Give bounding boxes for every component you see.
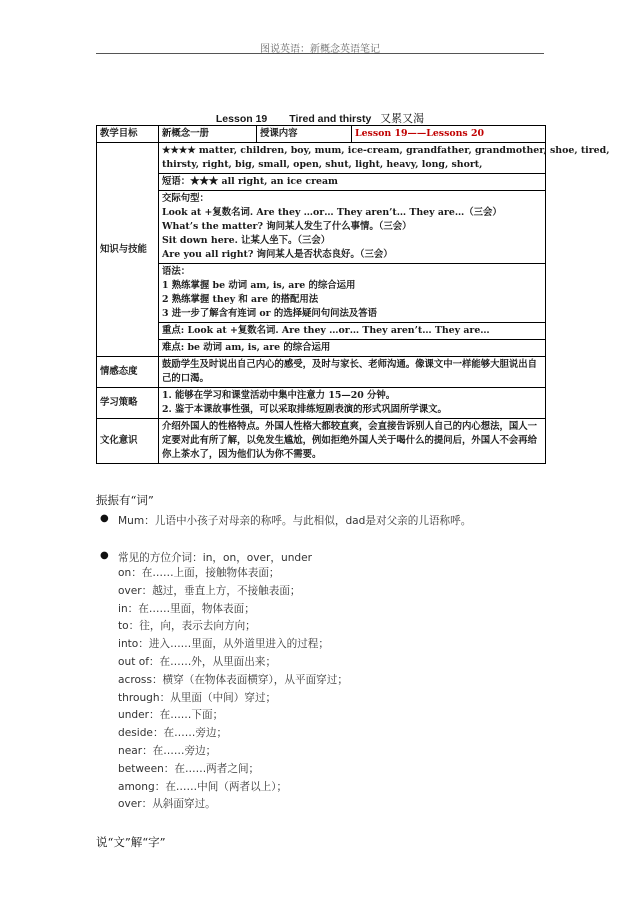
lesson-range: Lesson 19——Lessons 20 [352,126,546,143]
lesson-title [0,110,640,126]
strategy-label: 学习策略 [97,388,159,419]
table-row [97,143,546,174]
table-row [97,357,546,388]
section-title-text: 说“文”解“字” [96,835,166,850]
table-row [97,419,546,464]
notes-section [96,492,556,850]
strategy-cell [159,388,546,419]
attitude-cell: 鼓励学生及时说出自己内心的感受，及时与家长、老师沟通。像课文中一样能够大胆说出自己的口渴。 [159,357,546,388]
bullet-icon: ● [100,550,109,561]
page-header: 图说英语：新概念英语笔记 [260,44,380,55]
grammar-line: 3 进一步了解含有连词 or 的选择疑问句问法及答语 [162,308,378,319]
key-point-cell: 重点: Look at +复数名词. Are they …or… They aren’t… They are… [159,323,546,340]
book-cell: 新概念一册 [159,126,257,143]
prep-item: under：在……下面； [118,709,224,722]
table-row [97,191,546,264]
culture-label: 文化意识 [97,419,159,464]
lesson-title-cn: 又累又渴 [380,112,425,125]
difficult-point-cell: 难点: be 动词 am, is, are 的综合运用 [159,340,546,357]
prep-item: in：在……里面，物体表面； [118,602,255,615]
culture-cell: 介绍外国人的性格特点。外国人性格大都较直爽，会直接告诉别人自己的内心想法，国人一定要对此有所了解，以免发生尴尬，例如拒绝外国人关于喝什么的提问后，外国人不会再给你上茶水了，因为他们认为你不需要。 [159,419,546,464]
list-item [96,550,556,565]
strategy-line: 1. 能够在学习和课堂活动中集中注意力 15—20 分钟。 [162,390,396,401]
attitude-label: 情感态度 [97,357,159,388]
grammar-title: 语法： [162,266,191,277]
strategy-line: 2. 鉴于本课故事性强，可以采取排练短剧表演的形式巩固所学课文。 [162,404,447,415]
prep-item: deside：在……旁边； [118,727,228,740]
phrases-cell: 短语：★★★ all right, an ice cream [159,174,546,191]
table-row [97,264,546,323]
table-row [97,340,546,357]
prep-item: into：进入……里面，从外道里进入的过程； [118,638,329,651]
prep-item: across：横穿（在物体表面横穿），从平面穿过； [118,673,348,686]
vocabulary-line: thirsty, right, big, small, open, shut, light, heavy, long, short, [162,159,483,170]
sentence-line: What’s the matter? 询问某人发生了什么事情。（三会） [162,221,412,232]
prep-item: between：在……两者之间； [118,762,260,775]
mum-note: Mum：儿语中小孩子对母亲的称呼。与此相似，dad是对父亲的儿语称呼。 [118,515,472,527]
grammar-line: 1 熟练掌握 be 动词 am, is, are 的综合运用 [162,280,356,291]
sentence-line: Are you all right? 询问某人是否状态良好。（三会） [162,249,393,260]
goal-label: 教学目标 [97,126,159,143]
prep-item: on：在……上面，接触物体表面； [118,567,280,579]
prep-item: near：在……旁边； [118,744,217,757]
table-row [97,323,546,340]
grammar-line: 2 熟练掌握 they 和 are 的搭配用法 [162,294,319,305]
vocabulary-line: ★★★★ matter, children, boy, mum, ice-cream, grandfather, grandmother, shoe, tired, [162,145,610,156]
lesson-number: Lesson 19 [215,113,268,125]
prep-item: over：从斜面穿过。 [118,798,216,811]
prep-item: over：越过，垂直上方，不接触表面； [118,584,301,597]
vocabulary-cell [159,143,610,174]
sentences-cell [159,191,546,264]
content-label: 授课内容 [257,126,352,143]
section-title-words: 振振有“词” [96,493,154,507]
table-row [97,174,546,191]
lesson-title-en: Tired and thirsty [289,113,372,125]
header-rule [96,53,544,54]
prep-item: to：往，向，表示去向方向； [118,620,256,633]
sentence-line: Look at +复数名词. Are they …or… They aren’t… They are…（三会） [162,207,502,218]
prep-item: among：在……中间（两者以上）； [118,780,288,793]
prep-item: through：从里面（中间）穿过； [118,691,277,704]
prep-title: 常见的方位介词：in，on，over，under [118,552,313,564]
lesson-plan-table [96,125,610,464]
grammar-cell [159,264,546,323]
prep-item: out of：在……外，从里面出来； [118,655,277,668]
list-item [96,513,556,528]
sentences-title: 交际句型： [162,193,209,204]
sentence-line: Sit down here. 让某人坐下。（三会） [162,235,331,246]
knowledge-label: 知识与技能 [97,143,159,357]
bullet-icon: ● [100,513,109,524]
prep-list [96,565,556,814]
table-row [97,388,546,419]
table-row [97,126,546,143]
